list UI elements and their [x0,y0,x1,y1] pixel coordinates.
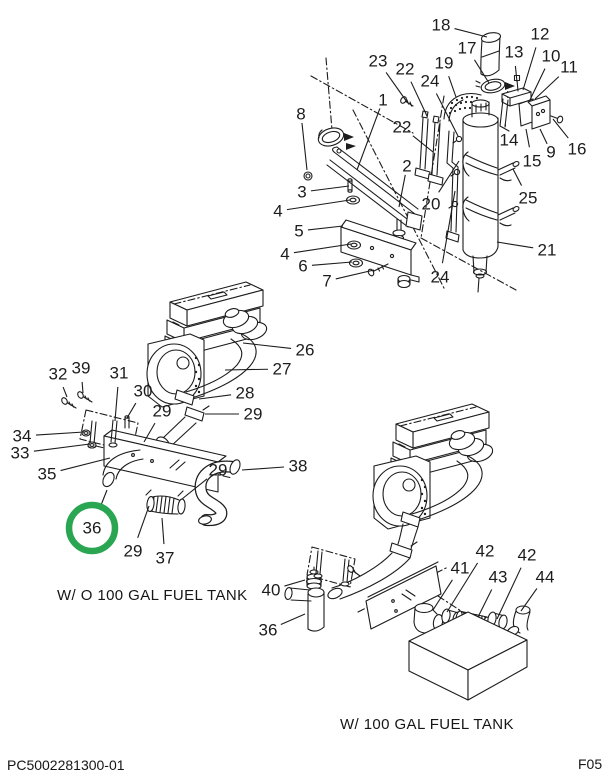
callout-15: 15 [522,151,542,171]
callout-layer [11,16,587,640]
leader-line [225,369,268,370]
nut [88,442,96,448]
exhaust-pipe [398,524,418,549]
callout-42: 42 [475,541,495,561]
leader-line [413,136,433,152]
callout-34: 34 [12,426,32,446]
callout-24: 24 [430,267,450,287]
leader-line [115,387,118,421]
direction-arrow-icon [505,82,515,90]
callout-12: 12 [530,24,550,44]
leader-line [455,29,487,37]
callout-17: 17 [457,38,477,58]
callout-4: 4 [273,201,283,221]
leader-line [336,270,374,279]
callout-2: 2 [402,156,412,176]
leader-line [308,226,343,230]
callout-30: 30 [133,381,153,401]
callout-38: 38 [288,456,308,476]
callout-1: 1 [378,90,388,110]
callout-8: 8 [296,104,306,124]
stack-clamp [480,77,506,95]
callout-19: 19 [434,53,454,73]
leader-line [449,76,456,97]
pipe-clamp [390,543,412,558]
leader-line [513,169,522,186]
leader-line [61,458,110,471]
callout-29: 29 [243,404,263,424]
pipe-clamp [177,499,186,515]
caption-without-tank: W/ O 100 GAL FUEL TANK [57,587,248,604]
leader-line [302,123,307,170]
callout-42: 42 [517,545,537,565]
callout-29: 29 [208,460,228,480]
mount-bracket [502,88,531,98]
pipe-elbow [516,606,530,614]
leader-line [526,129,529,147]
leader-line [101,490,107,505]
callout-10: 10 [541,46,561,66]
direction-arrow-icon [346,143,356,150]
leader-line [34,444,90,451]
leader-line [357,108,380,170]
callout-5: 5 [294,221,304,241]
frame-rail [366,566,441,629]
leader-line [442,191,455,263]
callout-35: 35 [37,464,57,484]
callout-9: 9 [546,142,556,162]
callout-26: 26 [295,340,315,360]
callout-24: 24 [420,71,440,91]
leader-line [36,432,84,435]
highlighted-callout-36: 36 [82,518,102,538]
washer [348,241,361,249]
callout-16: 16 [567,139,587,159]
callout-29: 29 [123,541,143,561]
leader-line [312,262,352,265]
pipe-clamp [185,407,204,421]
figure-code: F05 [578,756,603,772]
leader-line [523,47,536,90]
leader-line [497,242,533,248]
callout-14: 14 [499,130,519,150]
leader-line [127,403,136,418]
caption-with-tank: W/ 100 GAL FUEL TANK [340,716,514,733]
callout-22: 22 [392,117,412,137]
callout-41: 41 [450,558,470,578]
callout-36: 36 [258,620,278,640]
callout-18: 18 [431,15,451,35]
callout-21: 21 [537,240,557,260]
washer [304,172,312,180]
callout-20: 20 [421,194,441,214]
leader-line [162,518,164,544]
pipe-elbow [415,604,433,613]
callout-11: 11 [560,57,578,77]
callout-32: 32 [48,364,68,384]
exhaust-pipe [308,592,324,631]
leader-line [243,343,291,348]
leader-line [311,186,349,191]
callout-37: 37 [155,548,175,568]
callout-23: 23 [368,51,388,71]
leader-line [478,590,492,617]
washer [350,259,363,267]
leader-line [242,467,284,470]
leader-line [505,124,506,126]
callout-13: 13 [504,42,524,62]
callout-28: 28 [235,383,255,403]
callout-22: 22 [395,59,415,79]
callout-4: 4 [280,244,290,264]
hanger-strap [90,421,96,444]
leader-line [439,161,459,192]
callout-40: 40 [261,580,281,600]
callout-39: 39 [71,358,91,378]
doc-number: PC5002281300-01 [7,757,125,773]
callout-44: 44 [535,567,555,587]
callout-33: 33 [10,443,30,463]
hanger-strap [420,118,428,169]
callout-3: 3 [297,182,307,202]
support-bracket [447,131,458,232]
callout-25: 25 [518,188,538,208]
direction-arrow-icon [344,133,354,141]
leader-line [399,175,405,207]
muffler [463,118,498,258]
nut [82,430,90,436]
leader-line [138,506,149,538]
leader-line [63,387,67,397]
leader-line [82,382,83,393]
callout-6: 6 [298,256,308,276]
leader-line [535,77,559,99]
elbow-clamp [316,125,346,149]
callout-43: 43 [488,567,508,587]
callout-27: 27 [272,359,292,379]
callout-29: 29 [152,401,172,421]
callout-31: 31 [109,363,129,383]
leader-line [281,614,305,624]
callout-7: 7 [322,271,332,291]
leader-line [284,580,305,586]
